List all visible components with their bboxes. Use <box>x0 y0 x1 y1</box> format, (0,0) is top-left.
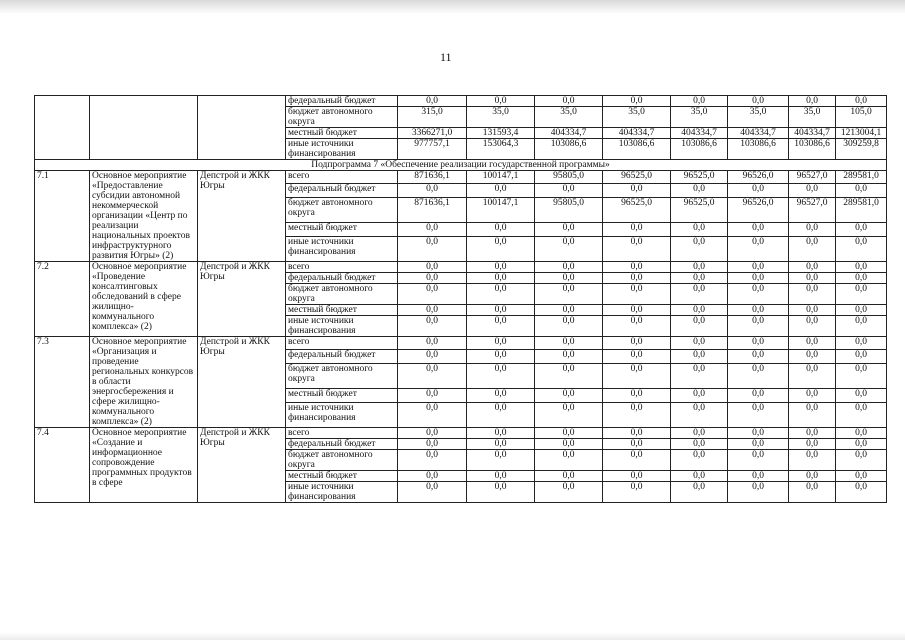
value-cell: 96527,0 <box>789 197 836 222</box>
value-cell: 0,0 <box>671 223 728 236</box>
source-label: местный бюджет <box>286 389 398 402</box>
value-cell: 0,0 <box>535 337 603 350</box>
value-cell: 0,0 <box>836 96 887 107</box>
value-cell: 0,0 <box>603 482 671 503</box>
value-cell: 0,0 <box>789 389 836 402</box>
source-label: всего <box>286 171 398 184</box>
value-cell: 0,0 <box>603 96 671 107</box>
source-label: иные источники финансирования <box>286 316 398 337</box>
value-cell: 0,0 <box>603 184 671 197</box>
value-cell: 0,0 <box>836 273 887 284</box>
value-cell: 0,0 <box>535 273 603 284</box>
value-cell: 103086,6 <box>728 139 789 160</box>
value-cell: 95805,0 <box>535 197 603 222</box>
value-cell: 35,0 <box>789 107 836 128</box>
value-cell: 96527,0 <box>789 171 836 184</box>
value-cell: 0,0 <box>467 428 535 439</box>
value-cell: 0,0 <box>467 482 535 503</box>
value-cell: 0,0 <box>728 273 789 284</box>
value-cell: 0,0 <box>398 262 467 273</box>
value-cell: 0,0 <box>467 450 535 471</box>
source-label: местный бюджет <box>286 471 398 482</box>
source-label: федеральный бюджет <box>286 96 398 107</box>
value-cell: 0,0 <box>671 184 728 197</box>
value-cell: 0,0 <box>467 337 535 350</box>
value-cell: 0,0 <box>535 471 603 482</box>
table-row <box>35 337 887 350</box>
value-cell: 404334,7 <box>728 128 789 139</box>
value-cell: 103086,6 <box>535 139 603 160</box>
value-cell: 0,0 <box>467 273 535 284</box>
value-cell: 404334,7 <box>603 128 671 139</box>
value-cell: 0,0 <box>836 305 887 316</box>
value-cell: 0,0 <box>728 450 789 471</box>
value-cell: 0,0 <box>671 316 728 337</box>
value-cell: 0,0 <box>836 223 887 236</box>
value-cell: 0,0 <box>603 350 671 363</box>
value-cell: 0,0 <box>398 350 467 363</box>
value-cell: 0,0 <box>398 482 467 503</box>
value-cell: 35,0 <box>535 107 603 128</box>
value-cell: 0,0 <box>603 337 671 350</box>
value-cell: 0,0 <box>398 450 467 471</box>
value-cell: 0,0 <box>836 184 887 197</box>
value-cell: 871636,1 <box>398 171 467 184</box>
value-cell: 100147,1 <box>467 171 535 184</box>
value-cell: 0,0 <box>398 337 467 350</box>
source-label: всего <box>286 262 398 273</box>
source-label: бюджет автономного округа <box>286 284 398 305</box>
item-name: Основное мероприятие «Проведение консалтинговых обследований в сфере жилищно-коммунального комплекса» (2) <box>90 262 198 337</box>
value-cell: 0,0 <box>467 284 535 305</box>
value-cell: 0,0 <box>671 389 728 402</box>
table-row <box>35 428 887 439</box>
value-cell: 0,0 <box>398 471 467 482</box>
value-cell: 0,0 <box>398 223 467 236</box>
value-cell: 404334,7 <box>535 128 603 139</box>
value-cell: 35,0 <box>671 107 728 128</box>
value-cell: 0,0 <box>671 450 728 471</box>
value-cell: 289581,0 <box>836 171 887 184</box>
value-cell: 0,0 <box>671 284 728 305</box>
source-label: федеральный бюджет <box>286 439 398 450</box>
value-cell: 0,0 <box>398 96 467 107</box>
value-cell: 0,0 <box>728 184 789 197</box>
value-cell: 0,0 <box>789 450 836 471</box>
executor-cell <box>198 96 286 160</box>
value-cell: 0,0 <box>671 350 728 363</box>
value-cell: 0,0 <box>535 262 603 273</box>
source-label: федеральный бюджет <box>286 273 398 284</box>
value-cell: 0,0 <box>398 184 467 197</box>
item-name: Основное мероприятие «Предоставление субсидии автономной некоммерческой организации «Центр по реализации национальных проектов инфраструктурного развития Югры» (2) <box>90 171 198 262</box>
value-cell: 96526,0 <box>728 197 789 222</box>
scan-top-edge <box>0 0 905 14</box>
value-cell: 0,0 <box>789 184 836 197</box>
value-cell: 0,0 <box>789 284 836 305</box>
value-cell: 0,0 <box>398 402 467 428</box>
value-cell: 0,0 <box>603 450 671 471</box>
value-cell: 0,0 <box>728 337 789 350</box>
value-cell: 96525,0 <box>671 197 728 222</box>
source-label: местный бюджет <box>286 128 398 139</box>
value-cell: 0,0 <box>671 262 728 273</box>
value-cell: 103086,6 <box>671 139 728 160</box>
subprogram-title: Подпрограмма 7 «Обеспечение реализации государственной программы» <box>35 160 887 171</box>
source-label: всего <box>286 428 398 439</box>
value-cell: 0,0 <box>398 316 467 337</box>
value-cell: 0,0 <box>728 350 789 363</box>
value-cell: 95805,0 <box>535 171 603 184</box>
value-cell: 0,0 <box>535 316 603 337</box>
value-cell: 0,0 <box>728 363 789 388</box>
source-label: иные источники финансирования <box>286 482 398 503</box>
value-cell: 0,0 <box>789 305 836 316</box>
value-cell: 404334,7 <box>671 128 728 139</box>
source-label: местный бюджет <box>286 223 398 236</box>
value-cell: 0,0 <box>467 363 535 388</box>
value-cell: 0,0 <box>535 402 603 428</box>
value-cell: 0,0 <box>603 305 671 316</box>
value-cell: 0,0 <box>836 262 887 273</box>
carryover-row <box>35 96 887 107</box>
item-executor: Депстрой и ЖКК Югры <box>198 337 286 428</box>
value-cell: 0,0 <box>398 273 467 284</box>
value-cell: 131593,4 <box>467 128 535 139</box>
item-name: Основное мероприятие «Организация и проведение региональных конкурсов в области энергосбережения и сфере жилищно-коммунального комплекса» (2) <box>90 337 198 428</box>
value-cell: 0,0 <box>728 316 789 337</box>
value-cell: 0,0 <box>603 316 671 337</box>
value-cell: 96525,0 <box>671 171 728 184</box>
subprogram-row <box>35 160 887 171</box>
value-cell: 404334,7 <box>789 128 836 139</box>
value-cell: 0,0 <box>467 316 535 337</box>
item-number: 7.4 <box>35 428 90 503</box>
value-cell: 0,0 <box>728 428 789 439</box>
page-number: 11 <box>440 50 452 64</box>
value-cell: 35,0 <box>603 107 671 128</box>
value-cell: 0,0 <box>467 236 535 262</box>
value-cell: 0,0 <box>728 223 789 236</box>
value-cell: 96526,0 <box>728 171 789 184</box>
value-cell: 0,0 <box>535 236 603 262</box>
funding-table <box>34 95 887 503</box>
table-row <box>35 171 887 184</box>
value-cell: 0,0 <box>535 284 603 305</box>
value-cell: 0,0 <box>671 96 728 107</box>
value-cell: 0,0 <box>535 96 603 107</box>
value-cell: 105,0 <box>836 107 887 128</box>
value-cell: 0,0 <box>789 428 836 439</box>
value-cell: 0,0 <box>836 337 887 350</box>
value-cell: 0,0 <box>728 284 789 305</box>
value-cell: 0,0 <box>789 273 836 284</box>
value-cell: 0,0 <box>467 96 535 107</box>
value-cell: 0,0 <box>398 428 467 439</box>
value-cell: 0,0 <box>728 402 789 428</box>
value-cell: 0,0 <box>535 482 603 503</box>
source-label: иные источники финансирования <box>286 236 398 262</box>
value-cell: 0,0 <box>603 284 671 305</box>
value-cell: 0,0 <box>398 363 467 388</box>
number-cell <box>35 96 90 160</box>
value-cell: 0,0 <box>603 439 671 450</box>
item-executor: Депстрой и ЖКК Югры <box>198 428 286 503</box>
value-cell: 0,0 <box>535 428 603 439</box>
value-cell: 0,0 <box>728 389 789 402</box>
value-cell: 153064,3 <box>467 139 535 160</box>
value-cell: 0,0 <box>398 284 467 305</box>
value-cell: 0,0 <box>467 223 535 236</box>
value-cell: 0,0 <box>467 402 535 428</box>
source-label: бюджет автономного округа <box>286 197 398 222</box>
value-cell: 0,0 <box>535 363 603 388</box>
source-label: бюджет автономного округа <box>286 107 398 128</box>
value-cell: 0,0 <box>789 471 836 482</box>
source-label: местный бюджет <box>286 305 398 316</box>
name-cell <box>90 96 198 160</box>
value-cell: 103086,6 <box>603 139 671 160</box>
source-label: бюджет автономного округа <box>286 450 398 471</box>
value-cell: 0,0 <box>671 482 728 503</box>
value-cell: 0,0 <box>603 471 671 482</box>
value-cell: 0,0 <box>789 96 836 107</box>
value-cell: 0,0 <box>603 402 671 428</box>
value-cell: 0,0 <box>467 389 535 402</box>
value-cell: 977757,1 <box>398 139 467 160</box>
value-cell: 0,0 <box>535 350 603 363</box>
value-cell: 0,0 <box>789 482 836 503</box>
value-cell: 0,0 <box>836 428 887 439</box>
value-cell: 0,0 <box>603 273 671 284</box>
table-row <box>35 262 887 273</box>
value-cell: 309259,8 <box>836 139 887 160</box>
value-cell: 0,0 <box>836 316 887 337</box>
value-cell: 35,0 <box>728 107 789 128</box>
value-cell: 0,0 <box>728 262 789 273</box>
value-cell: 0,0 <box>535 184 603 197</box>
value-cell: 0,0 <box>836 482 887 503</box>
source-label: федеральный бюджет <box>286 184 398 197</box>
value-cell: 0,0 <box>728 439 789 450</box>
value-cell: 3366271,0 <box>398 128 467 139</box>
value-cell: 0,0 <box>603 389 671 402</box>
source-label: бюджет автономного округа <box>286 363 398 388</box>
value-cell: 0,0 <box>535 439 603 450</box>
value-cell: 0,0 <box>789 236 836 262</box>
value-cell: 0,0 <box>836 363 887 388</box>
value-cell: 0,0 <box>398 439 467 450</box>
value-cell: 0,0 <box>398 236 467 262</box>
value-cell: 0,0 <box>671 236 728 262</box>
value-cell: 0,0 <box>603 236 671 262</box>
item-name: Основное мероприятие «Создание и информационное сопровождение программных продуктов в сфере <box>90 428 198 503</box>
value-cell: 0,0 <box>603 262 671 273</box>
value-cell: 289581,0 <box>836 197 887 222</box>
value-cell: 0,0 <box>728 482 789 503</box>
value-cell: 0,0 <box>836 284 887 305</box>
value-cell: 0,0 <box>535 223 603 236</box>
source-label: всего <box>286 337 398 350</box>
value-cell: 0,0 <box>728 305 789 316</box>
value-cell: 0,0 <box>671 363 728 388</box>
value-cell: 0,0 <box>728 236 789 262</box>
value-cell: 0,0 <box>671 337 728 350</box>
value-cell: 0,0 <box>789 316 836 337</box>
value-cell: 0,0 <box>836 439 887 450</box>
value-cell: 0,0 <box>603 223 671 236</box>
value-cell: 0,0 <box>467 305 535 316</box>
value-cell: 0,0 <box>836 389 887 402</box>
value-cell: 0,0 <box>789 223 836 236</box>
value-cell: 0,0 <box>836 402 887 428</box>
value-cell: 0,0 <box>535 389 603 402</box>
value-cell: 0,0 <box>789 262 836 273</box>
value-cell: 0,0 <box>836 236 887 262</box>
value-cell: 0,0 <box>467 184 535 197</box>
value-cell: 0,0 <box>671 439 728 450</box>
item-executor: Депстрой и ЖКК Югры <box>198 171 286 262</box>
value-cell: 0,0 <box>789 402 836 428</box>
item-number: 7.2 <box>35 262 90 337</box>
value-cell: 0,0 <box>836 350 887 363</box>
value-cell: 315,0 <box>398 107 467 128</box>
value-cell: 0,0 <box>671 305 728 316</box>
value-cell: 0,0 <box>467 350 535 363</box>
value-cell: 0,0 <box>789 350 836 363</box>
value-cell: 0,0 <box>671 402 728 428</box>
value-cell: 0,0 <box>535 305 603 316</box>
value-cell: 0,0 <box>789 439 836 450</box>
value-cell: 0,0 <box>836 471 887 482</box>
value-cell: 0,0 <box>671 471 728 482</box>
value-cell: 96525,0 <box>603 171 671 184</box>
value-cell: 0,0 <box>398 305 467 316</box>
value-cell: 0,0 <box>603 363 671 388</box>
value-cell: 0,0 <box>671 273 728 284</box>
value-cell: 0,0 <box>603 428 671 439</box>
value-cell: 871636,1 <box>398 197 467 222</box>
value-cell: 0,0 <box>398 389 467 402</box>
value-cell: 0,0 <box>789 337 836 350</box>
item-number: 7.3 <box>35 337 90 428</box>
value-cell: 0,0 <box>728 96 789 107</box>
item-number: 7.1 <box>35 171 90 262</box>
source-label: федеральный бюджет <box>286 350 398 363</box>
value-cell: 0,0 <box>728 471 789 482</box>
scan-bottom-edge <box>0 632 905 640</box>
source-label: иные источники финансирования <box>286 139 398 160</box>
source-label: иные источники финансирования <box>286 402 398 428</box>
value-cell: 0,0 <box>789 363 836 388</box>
value-cell: 0,0 <box>671 428 728 439</box>
item-executor: Депстрой и ЖКК Югры <box>198 262 286 337</box>
value-cell: 0,0 <box>467 439 535 450</box>
value-cell: 100147,1 <box>467 197 535 222</box>
value-cell: 35,0 <box>467 107 535 128</box>
value-cell: 0,0 <box>467 262 535 273</box>
value-cell: 0,0 <box>535 450 603 471</box>
value-cell: 1213004,1 <box>836 128 887 139</box>
value-cell: 96525,0 <box>603 197 671 222</box>
value-cell: 0,0 <box>836 450 887 471</box>
value-cell: 103086,6 <box>789 139 836 160</box>
value-cell: 0,0 <box>467 471 535 482</box>
